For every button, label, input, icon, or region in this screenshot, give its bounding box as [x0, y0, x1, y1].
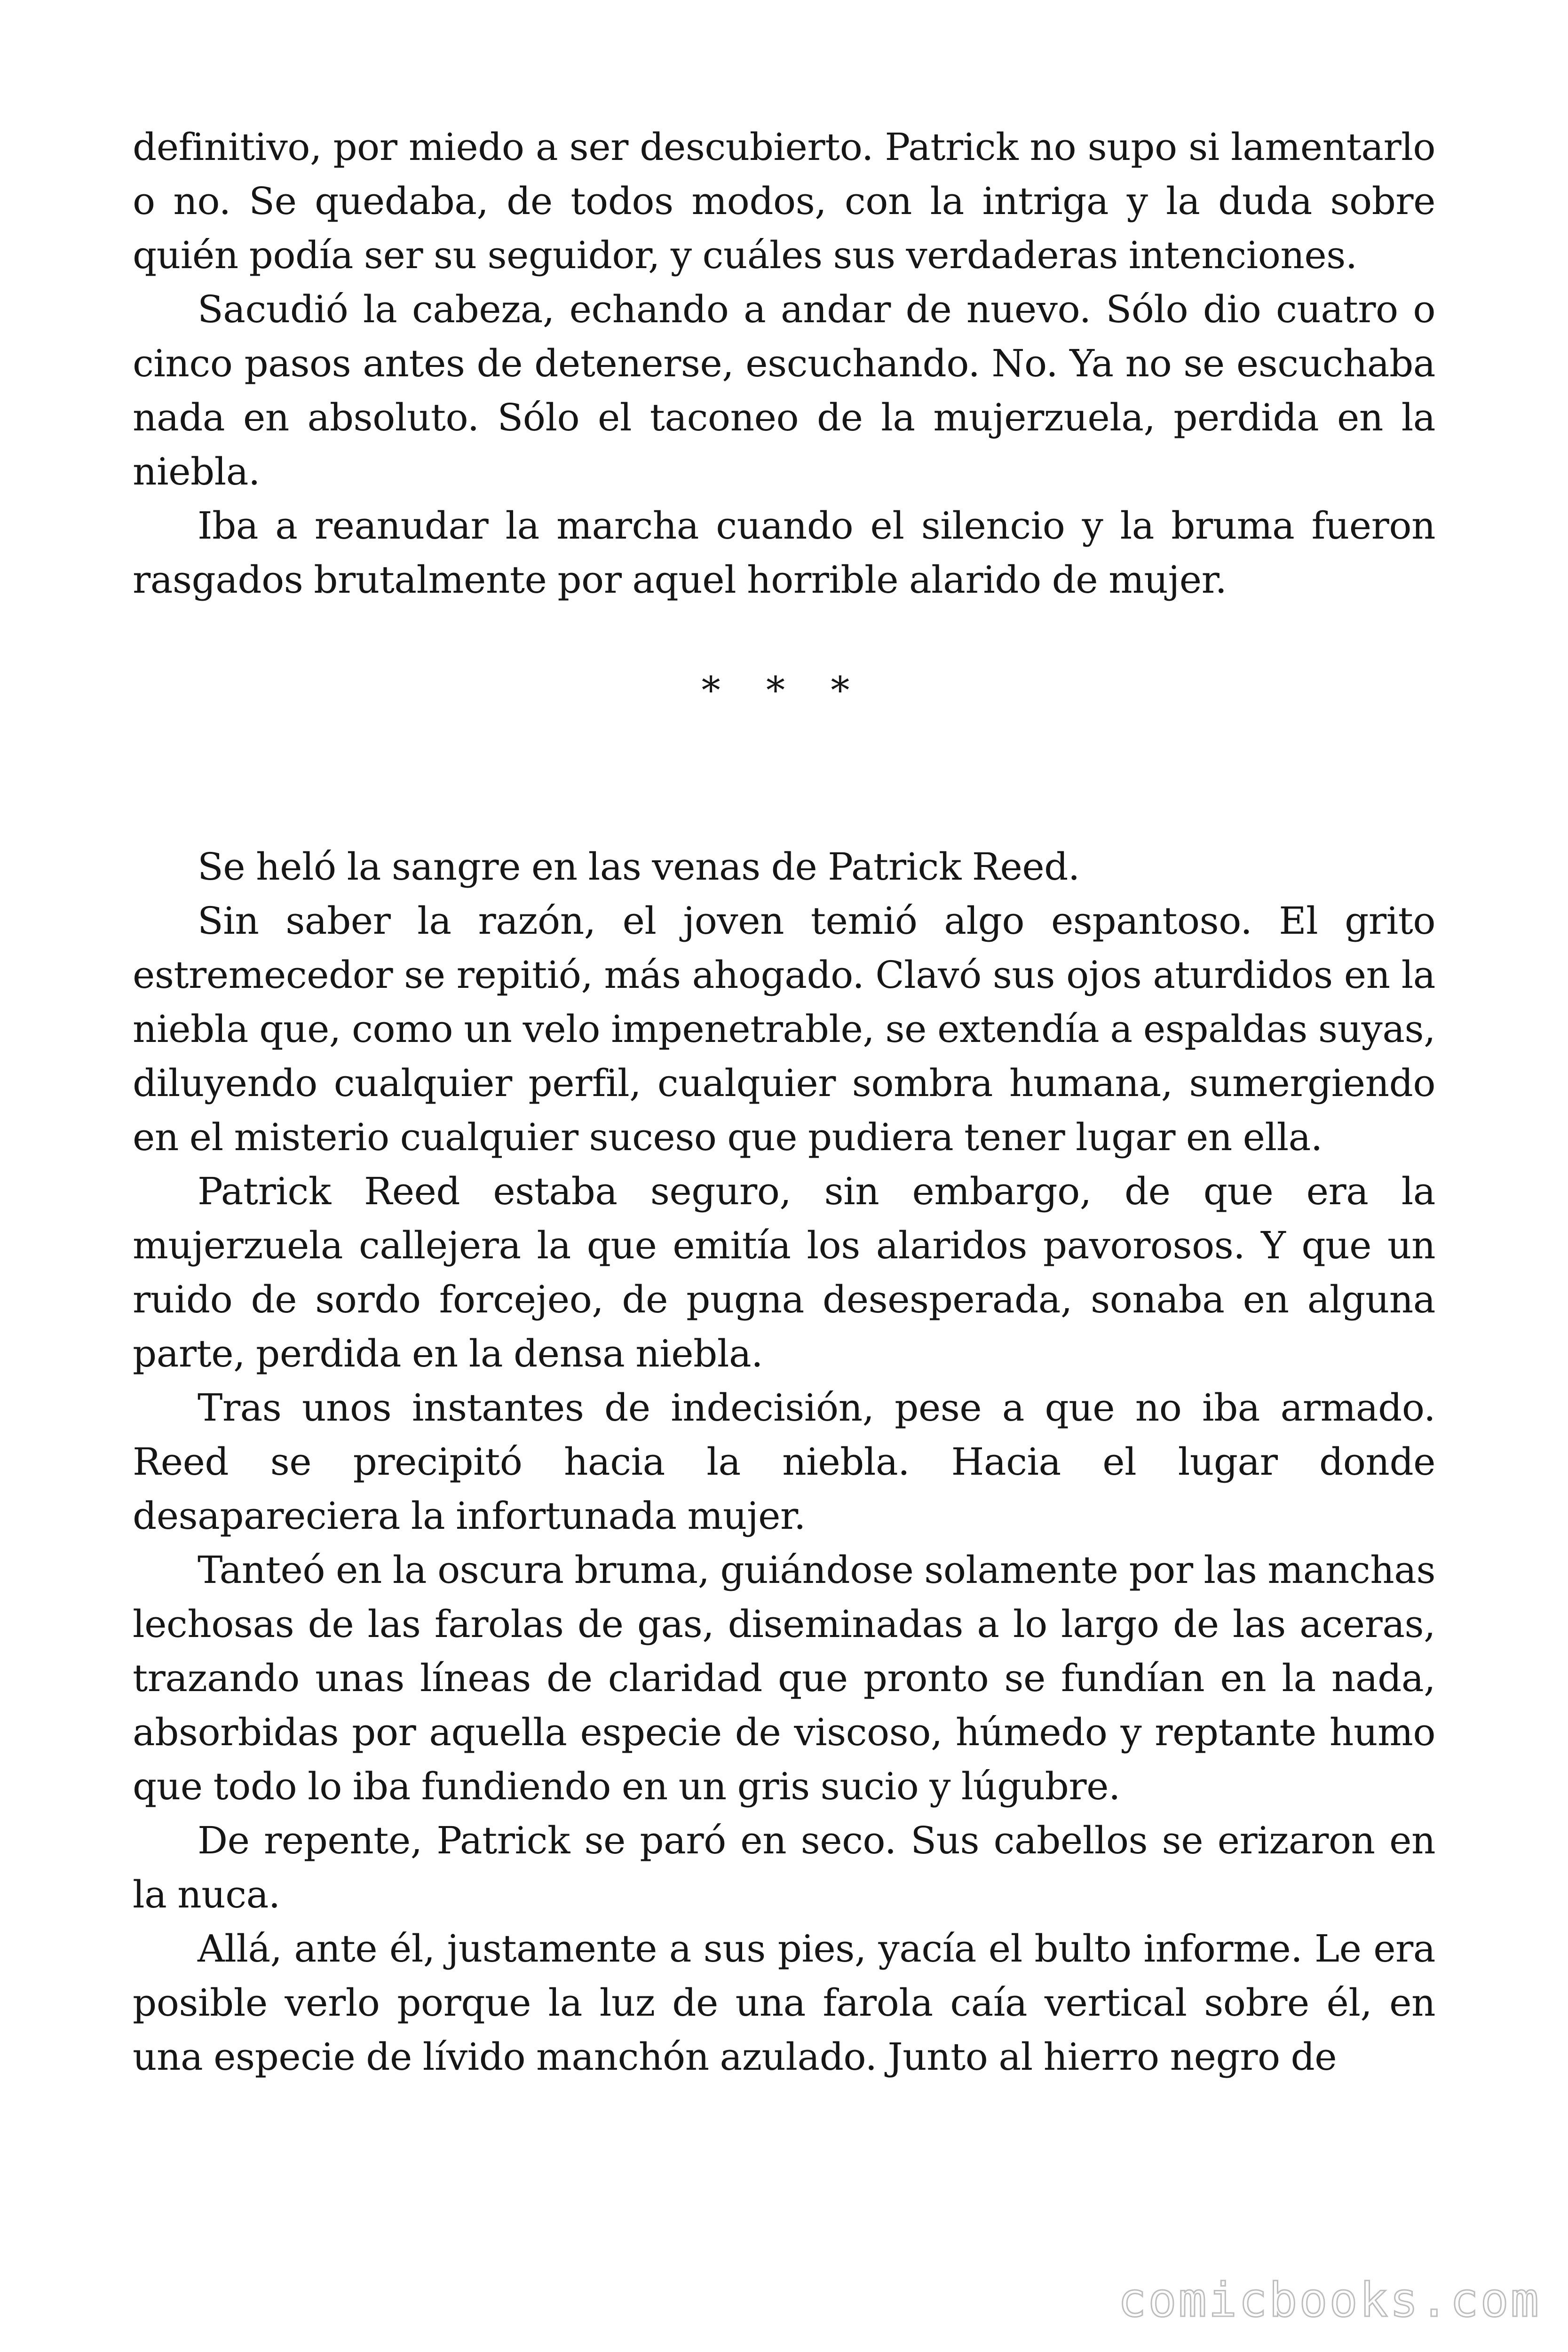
paragraph: Tanteó en la oscura bruma, guiándose solamente por las manchas lechosas de las farolas de gas, diseminadas a lo largo de las aceras, trazando unas líneas de claridad que pronto se fundían en la nada, absorbidas por aquella especie de viscoso, húmedo y reptante humo que todo lo iba fundiendo en un gris sucio y lúgubre. [133, 1548, 1435, 1808]
section-break [133, 607, 1435, 840]
paragraph: Patrick Reed estaba seguro, sin embargo, de que era la mujerzuela callejera la que emitía los alaridos pavorosos. Y que un ruido de sordo forcejeo, de pugna desesperada, sonaba en alguna parte, perdida en la densa niebla. [133, 1169, 1435, 1375]
paragraph: Iba a reanudar la marcha cuando el silencio y la bruma fueron rasgados brutalmente por aquel horrible alarido de mujer. [133, 504, 1435, 602]
paragraph: De repente, Patrick se paró en seco. Sus cabellos se erizaron en la nuca. [133, 1819, 1435, 1916]
paragraph: Se heló la sangre en las venas de Patrick Reed. [198, 845, 1080, 889]
paragraph: Sacudió la cabeza, echando a andar de nuevo. Sólo dio cuatro o cinco pasos antes de detenerse, escuchando. No. Ya no se escuchaba nada en absoluto. Sólo el taconeo de la mujerzuela, perdida en la niebla. [133, 287, 1435, 493]
text-column [133, 120, 1435, 2084]
paragraph: Allá, ante él, justamente a sus pies, yacía el bulto informe. Le era posible verlo porque la luz de una farola caía vertical sobre él, en una especie de lívido manchón azulado. Junto al hierro negro de [133, 1927, 1435, 2079]
paragraph: Sin saber la razón, el joven temió algo espantoso. El grito estremecedor se repitió, más ahogado. Clavó sus ojos aturdidos en la niebla que, como un velo impenetrable, se extendía a espaldas suyas, diluyendo cualquier perfil, cualquier sombra humana, sumergiendo en el misterio cualquier suceso que pudiera tener lugar en ella. [133, 899, 1435, 1159]
watermark: comicbooks.com [1118, 2273, 1541, 2328]
section-break-asterisks: * * * [701, 668, 867, 712]
paragraph: definitivo, por miedo a ser descubierto. Patrick no supo si lamentarlo o no. Se quedaba, de todos modos, con la intriga y la duda sobre quién podía ser su seguidor, y cuáles sus verdaderas intenciones. [133, 125, 1435, 277]
paragraph: Tras unos instantes de indecisión, pese a que no iba armado. Reed se precipitó hacia la niebla. Hacia el lugar donde desapareciera la infortunada mujer. [133, 1386, 1435, 1538]
